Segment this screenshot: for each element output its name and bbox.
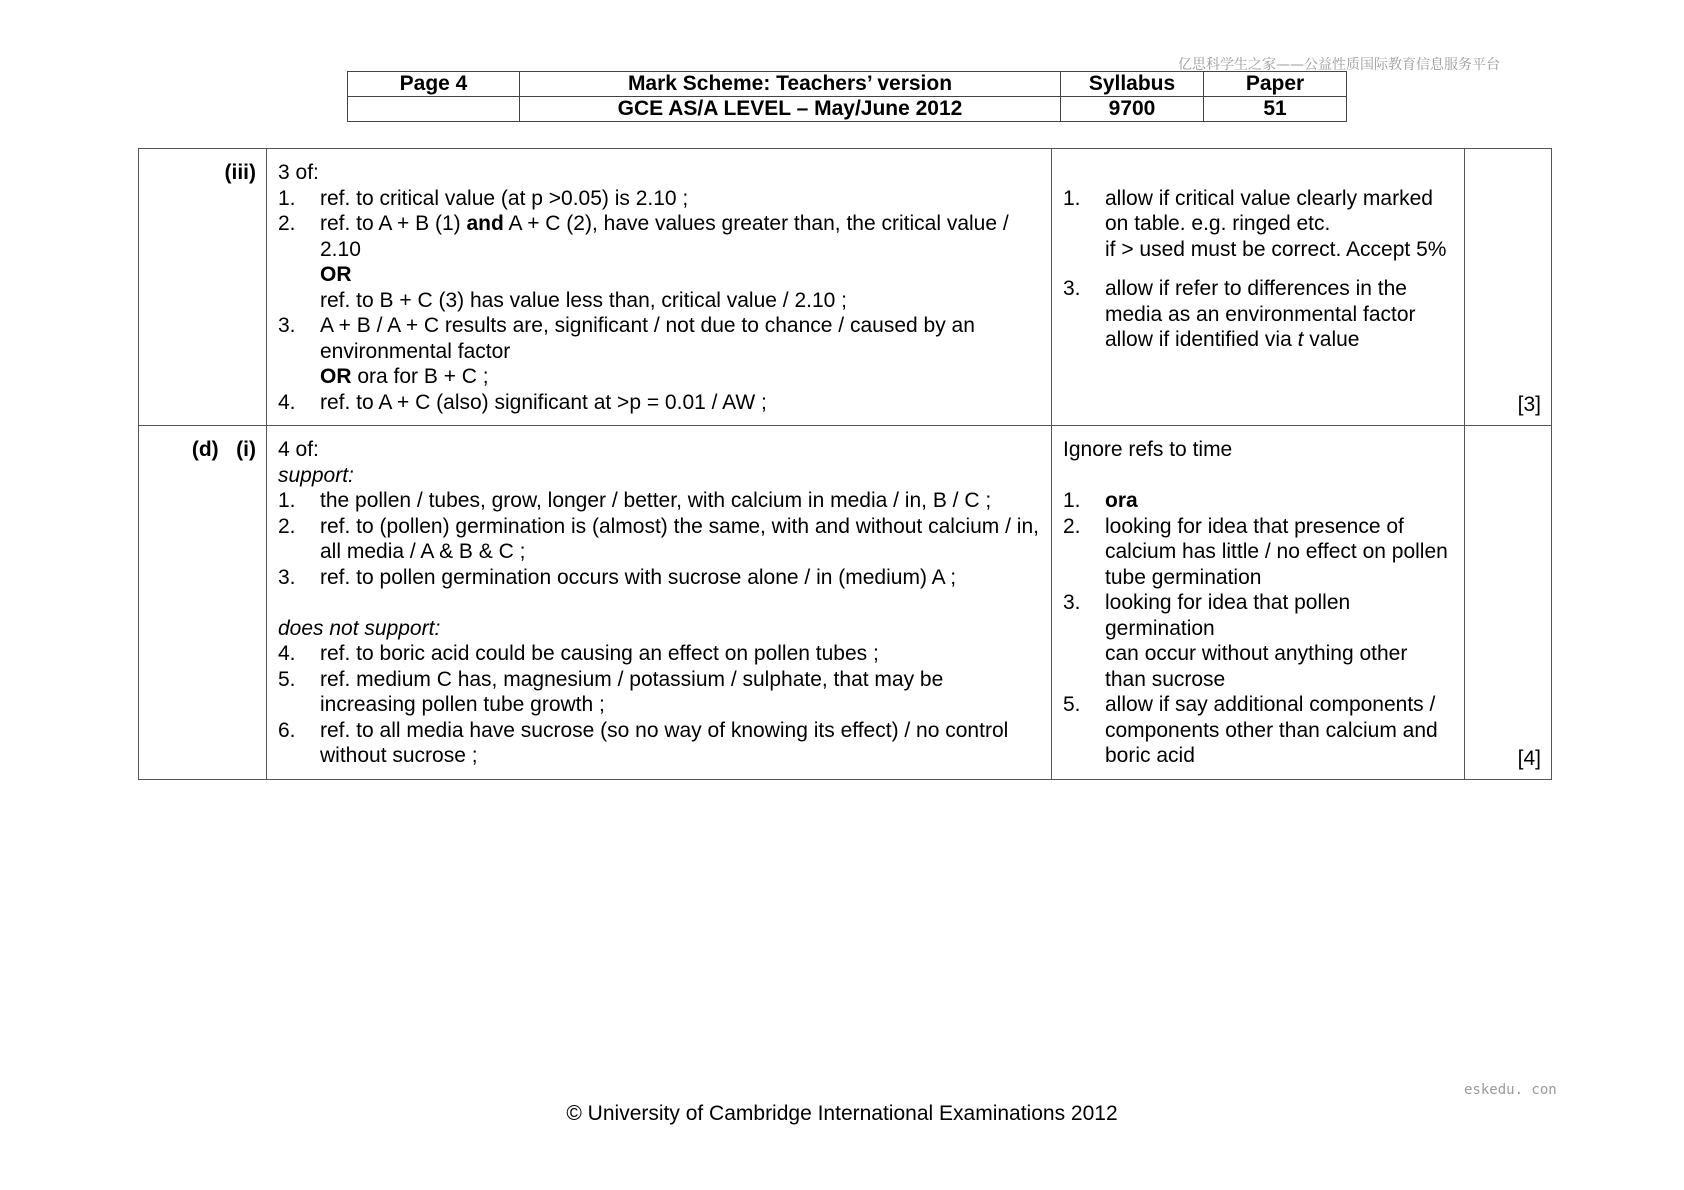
list-item <box>278 565 1041 591</box>
guidance-point: ora <box>1105 489 1138 512</box>
document-title: Mark Scheme: Teachers’ version <box>520 72 1061 97</box>
list-item <box>278 667 1041 718</box>
guidance-point: allow if identified via <box>1105 328 1298 351</box>
item-number: 3. <box>278 565 296 589</box>
answer-cell <box>267 426 1052 780</box>
item-number: 5. <box>1063 693 1081 716</box>
item-number: 4. <box>278 642 296 665</box>
list-item <box>1063 514 1454 591</box>
guidance-point: value <box>1303 328 1360 351</box>
guidance-point: looking for idea that presence of calcium has little / no effect on pollen tube germination <box>1105 514 1448 589</box>
watermark-site: eskedu. con <box>1464 1082 1557 1098</box>
guidance-cell <box>1052 426 1465 780</box>
mark-allocation: [4] <box>1465 426 1552 780</box>
exam-session: GCE AS/A LEVEL – May/June 2012 <box>520 97 1061 122</box>
item-number: 3. <box>1063 277 1081 300</box>
answer-point: the pollen / tubes, grow, longer / better, with calcium in media / in, B / C ; <box>320 489 992 512</box>
answer-point: A + B / A + C results are, significant / not due to chance / caused by an environmental factor <box>320 314 975 363</box>
answer-intro: 3 of: <box>278 161 319 184</box>
answer-point: ora for B + C ; <box>351 365 489 388</box>
page-number: Page 4 <box>348 72 520 97</box>
guidance-point: looking for idea that pollen germination <box>1105 591 1351 640</box>
answer-point: A + C (2), have values greater than, the critical value / 2.10 <box>320 212 1009 261</box>
list-item <box>1063 186 1454 263</box>
list-item <box>278 211 1041 262</box>
paper-label: Paper <box>1204 72 1347 97</box>
item-number: 3. <box>1063 591 1081 614</box>
mark-allocation: [3] <box>1465 149 1552 426</box>
answer-point: ref. medium C has, magnesium / potassium / sulphate, that may be increasing pollen tube growth ; <box>320 667 944 716</box>
list-item <box>1063 692 1454 769</box>
item-number: 1. <box>278 186 296 210</box>
page-header-table <box>347 71 1347 122</box>
item-number: 2. <box>278 514 296 538</box>
item-number: 1. <box>278 489 296 512</box>
item-number: 2. <box>1063 514 1081 538</box>
table-row <box>139 426 1552 780</box>
list-item <box>278 718 1041 769</box>
list-item <box>278 186 1041 212</box>
answer-point: ref. to boric acid could be causing an effect on pollen tubes ; <box>320 642 879 665</box>
bold-and: and <box>466 212 504 235</box>
question-part: (d) <box>191 438 219 461</box>
list-item <box>278 641 1041 667</box>
mark-scheme-table <box>138 148 1552 780</box>
answer-point: ref. to critical value (at p >0.05) is 2.10 ; <box>320 186 689 210</box>
list-item <box>1063 488 1454 514</box>
item-number: 2. <box>278 212 296 235</box>
support-heading: support: <box>278 463 354 487</box>
watermark-text: 亿思科学生之家——公益性质国际教育信息服务平台 <box>1178 57 1500 73</box>
guidance-point: allow if say additional components / components other than calcium and boric acid <box>1105 693 1438 767</box>
paper-number: 51 <box>1204 97 1347 122</box>
bold-or: OR <box>320 263 352 286</box>
question-number: (iii) <box>139 149 267 426</box>
item-number: 1. <box>1063 489 1081 512</box>
list-item <box>1063 276 1454 353</box>
list-item <box>278 514 1041 565</box>
table-row <box>139 149 1552 426</box>
guidance-point: if > used must be correct. Accept 5% <box>1105 237 1447 261</box>
guidance-point: allow if refer to differences in the media as an environmental factor <box>1105 277 1416 326</box>
answer-point: ref. to (pollen) germination is (almost) the same, with and without calcium / in, all media / A & B & C ; <box>320 514 1039 563</box>
item-number: 6. <box>278 718 296 742</box>
answer-point: ref. to A + C (also) significant at >p = 0.01 / AW ; <box>320 390 767 414</box>
item-number: 1. <box>1063 186 1081 210</box>
guidance-point: can occur without anything other than sucrose <box>1105 642 1408 691</box>
answer-intro: 4 of: <box>278 438 319 461</box>
question-number <box>139 426 267 780</box>
italic-t: t <box>1297 328 1304 351</box>
list-item <box>278 313 1041 364</box>
empty-cell <box>348 97 520 122</box>
item-number: 4. <box>278 390 296 414</box>
guidance-cell <box>1052 149 1465 426</box>
answer-point: ref. to all media have sucrose (so no way of knowing its effect) / no control without sucrose ; <box>320 718 1009 767</box>
item-number: 5. <box>278 667 296 691</box>
syllabus-code: 9700 <box>1061 97 1204 122</box>
list-item <box>278 488 1041 514</box>
answer-point: ref. to A + B (1) <box>320 212 467 235</box>
syllabus-label: Syllabus <box>1061 72 1204 97</box>
copyright-footer: © University of Cambridge International Examinations 2012 <box>566 1102 1118 1125</box>
guidance-intro: Ignore refs to time <box>1063 438 1233 461</box>
not-support-heading: does not support: <box>278 616 441 640</box>
list-item <box>1063 590 1454 692</box>
question-subpart: (i) <box>236 438 256 461</box>
item-number: 3. <box>278 314 296 337</box>
answer-point: ref. to pollen germination occurs with sucrose alone / in (medium) A ; <box>320 565 957 589</box>
answer-cell <box>267 149 1052 426</box>
answer-point: ref. to B + C (3) has value less than, critical value / 2.10 ; <box>320 288 847 312</box>
bold-or: OR <box>320 365 352 388</box>
guidance-point: allow if critical value clearly marked on table. e.g. ringed etc. <box>1105 186 1433 235</box>
list-item <box>278 390 1041 416</box>
